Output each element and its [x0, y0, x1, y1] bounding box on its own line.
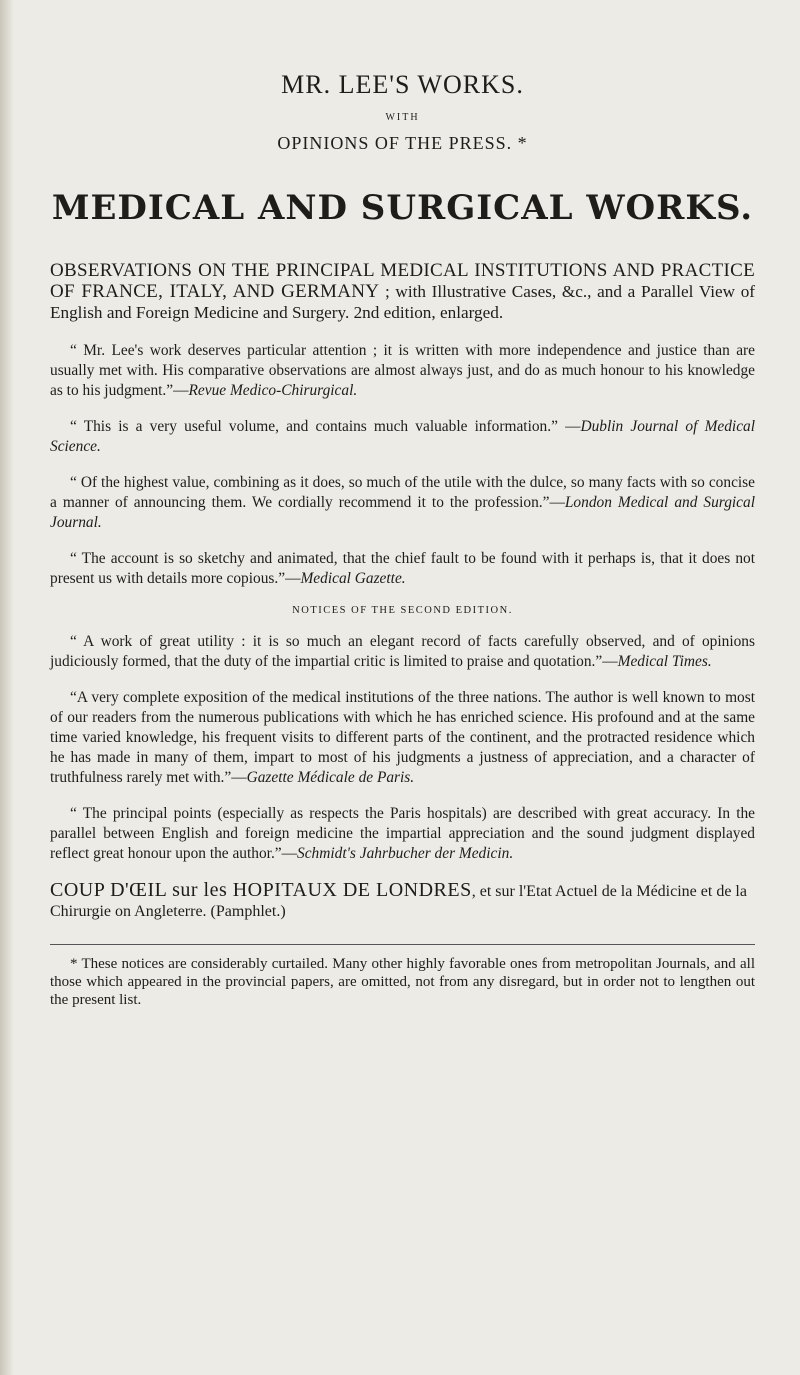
review: [50, 632, 755, 672]
book-title-caps: OBSERVATIONS ON THE PRINCIPAL MEDICAL INSTITUTIONS AND PRACTICE OF FRANCE, ITALY, AND GERMANY: [50, 260, 755, 302]
review-source: Schmidt's Jahrbucher der Medicin.: [297, 845, 514, 862]
review-text: “ Mr. Lee's work deserves particular attention ; it is written with more independence and justice than are usually met with. His comparative observations are almost always just, and do as much honour to his knowledge as to his judgment.”—: [50, 342, 755, 399]
pamphlet-title: [50, 880, 755, 922]
review: [50, 804, 755, 864]
with-label: WITH: [385, 112, 420, 123]
review-text: “ Of the highest value, combining as it does, so much of the utile with the dulce, so many facts with so concise a manner of announcing them. We cordially recommend it to the profession.”—: [50, 474, 755, 511]
review-source: Gazette Médicale de Paris.: [246, 769, 415, 786]
notices-heading: NOTICES OF THE SECOND EDITION.: [292, 605, 513, 616]
review-source: Medical Times.: [617, 653, 712, 670]
book-title: [50, 260, 755, 323]
pamphlet-title-rest: , et sur l'Etat Actuel de la Médicine et de la Chirurgie on Angleterre. (Pamphlet.): [50, 883, 747, 920]
page-title: MR. LEE'S WORKS.: [281, 70, 524, 99]
review: [50, 549, 755, 589]
page-subtitle: OPINIONS OF THE PRESS. *: [277, 133, 528, 153]
section-heading: MEDICAL AND SURGICAL WORKS.: [51, 188, 754, 228]
review-text: “A very complete exposition of the medical institutions of the three nations. The author is well known to most of our readers from the numerous publications with which he has enriched science. His profound and at the same time varied knowledge, his frequent visits to different parts of the continent, and the protracted residence which he has made in many of them, impart to most of his judgments a justness of appreciation, and a character of truthfulness rarely met with.”—: [50, 689, 755, 786]
footnote: * These notices are considerably curtailed. Many other highly favorable ones from metropolitan Journals, and all those which appeared in the provincial papers, are omitted, not from any disregard, but in order not to lengthen out the present list.: [50, 956, 755, 1008]
review-text: “ This is a very useful volume, and contains much valuable information.” —: [70, 418, 581, 435]
review-source: Revue Medico-Chirurgical.: [188, 382, 358, 399]
review-source: Medical Gazette.: [300, 570, 406, 587]
review: [50, 417, 755, 457]
book-title-rest: ; with Illustrative Cases, &c., and a Parallel View of English and Foreign Medicine and Surgery. 2nd edition, enlarged.: [50, 282, 756, 322]
review-text: “ The principal points (especially as respects the Paris hospitals) are described with great accuracy. In the parallel between English and foreign medicine the impartial appreciation and the sound judgment displayed reflect great honour upon the author.”—: [50, 805, 755, 862]
review-text: “ A work of great utility : it is so much an elegant record of facts carefully observed, and of opinions judiciously formed, that the duty of the impartial critic is limited to praise and quotation.”—: [50, 633, 755, 670]
review-source: Dublin Journal of Medical Science.: [50, 418, 755, 455]
footnote-rule: [50, 944, 755, 945]
pamphlet-title-caps: COUP D'ŒIL sur les HOPITAUX DE LONDRES: [50, 879, 472, 901]
review: [50, 473, 755, 533]
review-text: “ The account is so sketchy and animated, that the chief fault to be found with it perhaps is, that it does not present us with details more copious.”—: [50, 550, 755, 587]
review-source: London Medical and Surgical Journal.: [50, 494, 755, 531]
review: [50, 341, 755, 401]
binding-edge: [0, 0, 14, 1375]
review: [50, 688, 755, 788]
